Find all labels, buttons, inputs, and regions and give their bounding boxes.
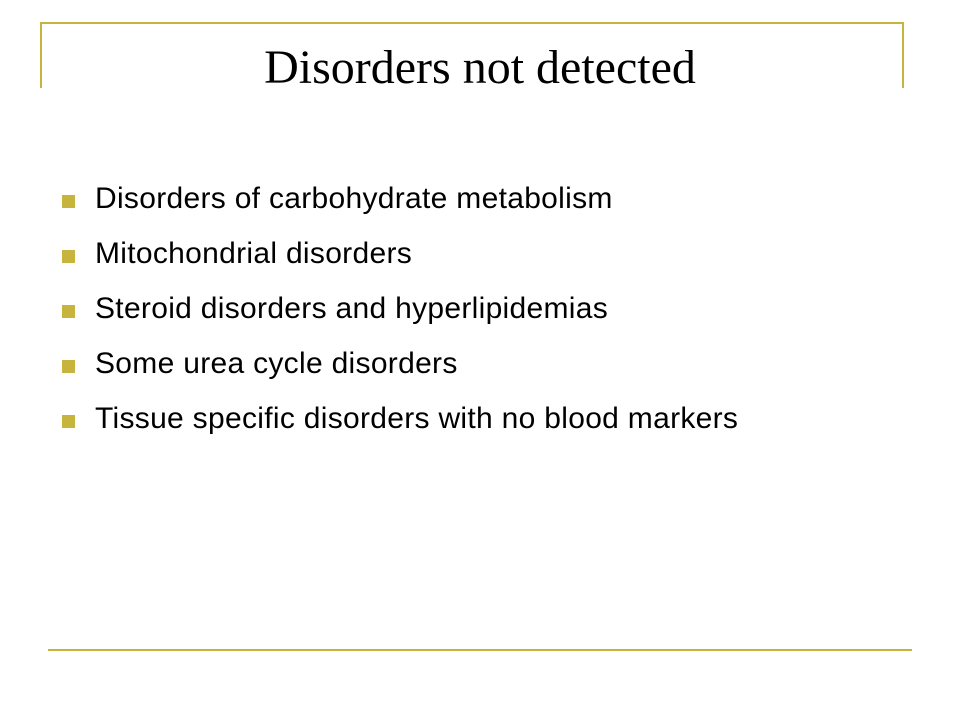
bullet-text: Tissue specific disorders with no blood markers	[95, 402, 739, 435]
frame-bottom-rule	[48, 649, 912, 651]
square-bullet-icon	[62, 360, 75, 373]
square-bullet-icon	[62, 305, 75, 318]
square-bullet-icon	[62, 250, 75, 263]
bullet-item	[62, 343, 822, 384]
bullet-item	[62, 233, 822, 274]
slide-title: Disorders not detected	[264, 41, 696, 94]
bullet-text: Disorders of carbohydrate metabolism	[95, 182, 613, 215]
square-bullet-icon	[62, 415, 75, 428]
bullet-text: Steroid disorders and hyperlipidemias	[95, 292, 609, 325]
bullet-text: Some urea cycle disorders	[95, 347, 458, 380]
square-bullet-icon	[62, 195, 75, 208]
bullet-item	[62, 398, 822, 439]
bullet-item	[62, 178, 822, 219]
bullet-item	[62, 288, 822, 329]
bullet-text: Mitochondrial disorders	[95, 237, 413, 270]
bullet-list	[62, 178, 822, 453]
frame-top-rule	[40, 22, 904, 24]
